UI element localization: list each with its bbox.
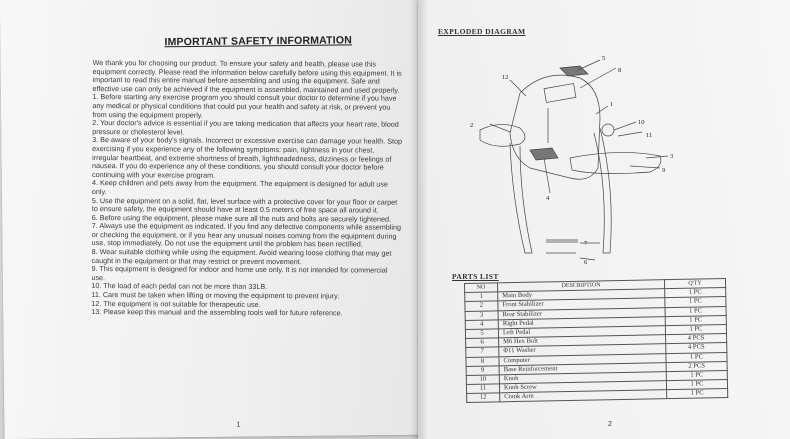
part-qty: 1 PC (665, 315, 726, 325)
exploded-diagram (450, 48, 680, 273)
parts-table (464, 278, 728, 403)
safety-item-11: 11. Care must be taken when lifting or moving the equipment to prevent injury. (91, 290, 340, 301)
part-no: 3 (465, 310, 498, 320)
safety-item-8: 8. Wear suitable clothing while using the equipment. Avoid wearing loose clothing that may get caught in the equipment or that may restrict or prevent movement. (91, 247, 392, 266)
part-description: Main Body (498, 289, 665, 301)
part-no: 10 (466, 375, 499, 385)
part-no: 4 (465, 320, 498, 330)
computer-shape (544, 84, 576, 103)
parts-heading: PARTS LIST (452, 272, 499, 281)
front-stabilizer-shape (480, 124, 525, 146)
safety-title: IMPORTANT SAFETY INFORMATION (164, 34, 353, 49)
callout-8: 8 (618, 67, 622, 74)
part-description: Right Pedal (498, 316, 665, 328)
part-description: Crank Arm (500, 390, 667, 402)
part-description: Knob (499, 372, 666, 384)
safety-text (91, 59, 402, 318)
part-no: 5 (465, 329, 498, 339)
callout-1: 1 (610, 101, 614, 108)
page-number-left: 1 (236, 421, 241, 429)
safety-item-1: 1. Before starting any exercise program you should consult your doctor to determine if you have any medical or physical conditions that could put your health and safety at risk, or prevent you from using the equipment properly. (92, 92, 397, 120)
part-qty: 1 PC (666, 352, 727, 362)
callout-2: 2 (470, 122, 474, 129)
part-description: Φ11 Washer (499, 344, 666, 356)
callout-10: 10 (638, 119, 645, 126)
part-qty: 1 PC (665, 288, 726, 298)
part-qty: 1 PC (665, 324, 726, 334)
safety-item-3: 3. Be aware of your body's signals. Incorrect or excessive exercise can damage your health. Stop exercising if you experience any of the following symptoms: pain, tightness in your chest, irregular heartbeat, and extreme shortness of breath, lightheadedness, dizziness or feelings of nausea. If you do experience any of these conditions, you should consult your doctor before continuing with your exercise program. (91, 135, 403, 180)
knob-shape (602, 124, 614, 136)
part-description: Front Stabilizer (498, 298, 665, 310)
part-qty: 1 PC (666, 380, 727, 390)
safety-item-4: 4. Keep children and pets away from the equipment. The equipment is designed for adult use only. (91, 178, 388, 197)
safety-item-9: 9. This equipment is designed for indoor and home use only. It is not intended for commercial use. (91, 264, 388, 282)
part-no: 1 (465, 292, 498, 302)
part-qty: 1 PC (666, 370, 727, 380)
part-description: Base Reinforcement (499, 362, 666, 374)
main-body-shape (510, 75, 600, 179)
part-qty: 4 PCS (666, 334, 727, 344)
base-reinforcement-shape-2 (594, 128, 611, 253)
callout-3: 3 (670, 153, 674, 160)
part-no: 12 (467, 393, 500, 403)
col-no: NO (465, 283, 498, 293)
part-no: 8 (466, 356, 499, 366)
part-description: Left Pedal (498, 326, 665, 338)
part-description: Computer (499, 353, 666, 365)
safety-item-6: 6. Before using the equipment, please make sure all the nuts and bolts are securely tightened. (91, 212, 392, 224)
safety-item-7: 7. Always use the equipment as indicated. If you find any defective components while assembling or checking the equipment, or if you hear any unusual noises coming from the equipment during use, stop immediately. Do not use the equipment until the problem has been rectified. (91, 221, 402, 249)
part-qty: 4 PCS (666, 343, 727, 353)
page-number-right: 2 (608, 421, 612, 428)
part-no: 6 (466, 338, 499, 348)
part-description: Knob Screw (499, 381, 666, 393)
callout-7: 7 (584, 240, 588, 247)
part-qty: 1 PC (665, 306, 726, 316)
callout-11: 11 (646, 132, 653, 139)
bolt-shape (546, 240, 578, 242)
page-fold (410, 0, 428, 439)
col-qty: Q'TY (664, 278, 725, 288)
safety-item-12: 12. The equipment is not suitable for therapeutic use. (91, 298, 261, 309)
part-no: 2 (465, 301, 498, 311)
part-no: 11 (466, 384, 499, 394)
part-no: 9 (466, 366, 499, 376)
safety-item-13: 13. Please keep this manual and the assembling tools well for future reference. (91, 307, 343, 318)
intro-paragraph: We thank you for choosing our product. To ensure your safety and health, please use this equipment correctly. Please read the information below carefully before using this equipment. It is important to read this entire manual before assembling and using the equipment. Safe and effective use can only be achieved if the equipment is assembled, maintained and used properly. (92, 58, 402, 95)
safety-item-2: 2. Your doctor's advice is essential if you are taking medication that affects your heart rate, blood pressure or cholesterol level. (92, 118, 399, 137)
part-qty: 2 PCS (666, 361, 727, 371)
col-description: DESCRIPTION (498, 280, 665, 292)
base-reinforcement-shape (510, 143, 532, 253)
callout-12: 12 (502, 74, 509, 81)
callout-4: 4 (546, 195, 550, 202)
part-qty: 1 PC (667, 389, 728, 399)
safety-item-5: 5. Use the equipment on a solid, flat, level surface with a protective cover for your floor or carpet to ensure safety, the equipment should have at least 0.5 meters of free space all around it. (91, 195, 398, 215)
part-qty: 1 PC (665, 297, 726, 307)
part-no: 7 (466, 347, 499, 357)
part-description: Rear Stabilizer (498, 307, 665, 319)
safety-item-10: 10. The load of each pedal can not be more than 33LB. (91, 281, 268, 292)
callout-9: 9 (662, 167, 666, 174)
rear-stabilizer-shape (570, 152, 661, 173)
diagram-heading: EXPLODED DIAGRAM (438, 27, 526, 36)
part-description: M6 Hex Bolt (499, 335, 666, 347)
callout-5: 5 (602, 55, 606, 62)
callout-6: 6 (584, 259, 588, 266)
